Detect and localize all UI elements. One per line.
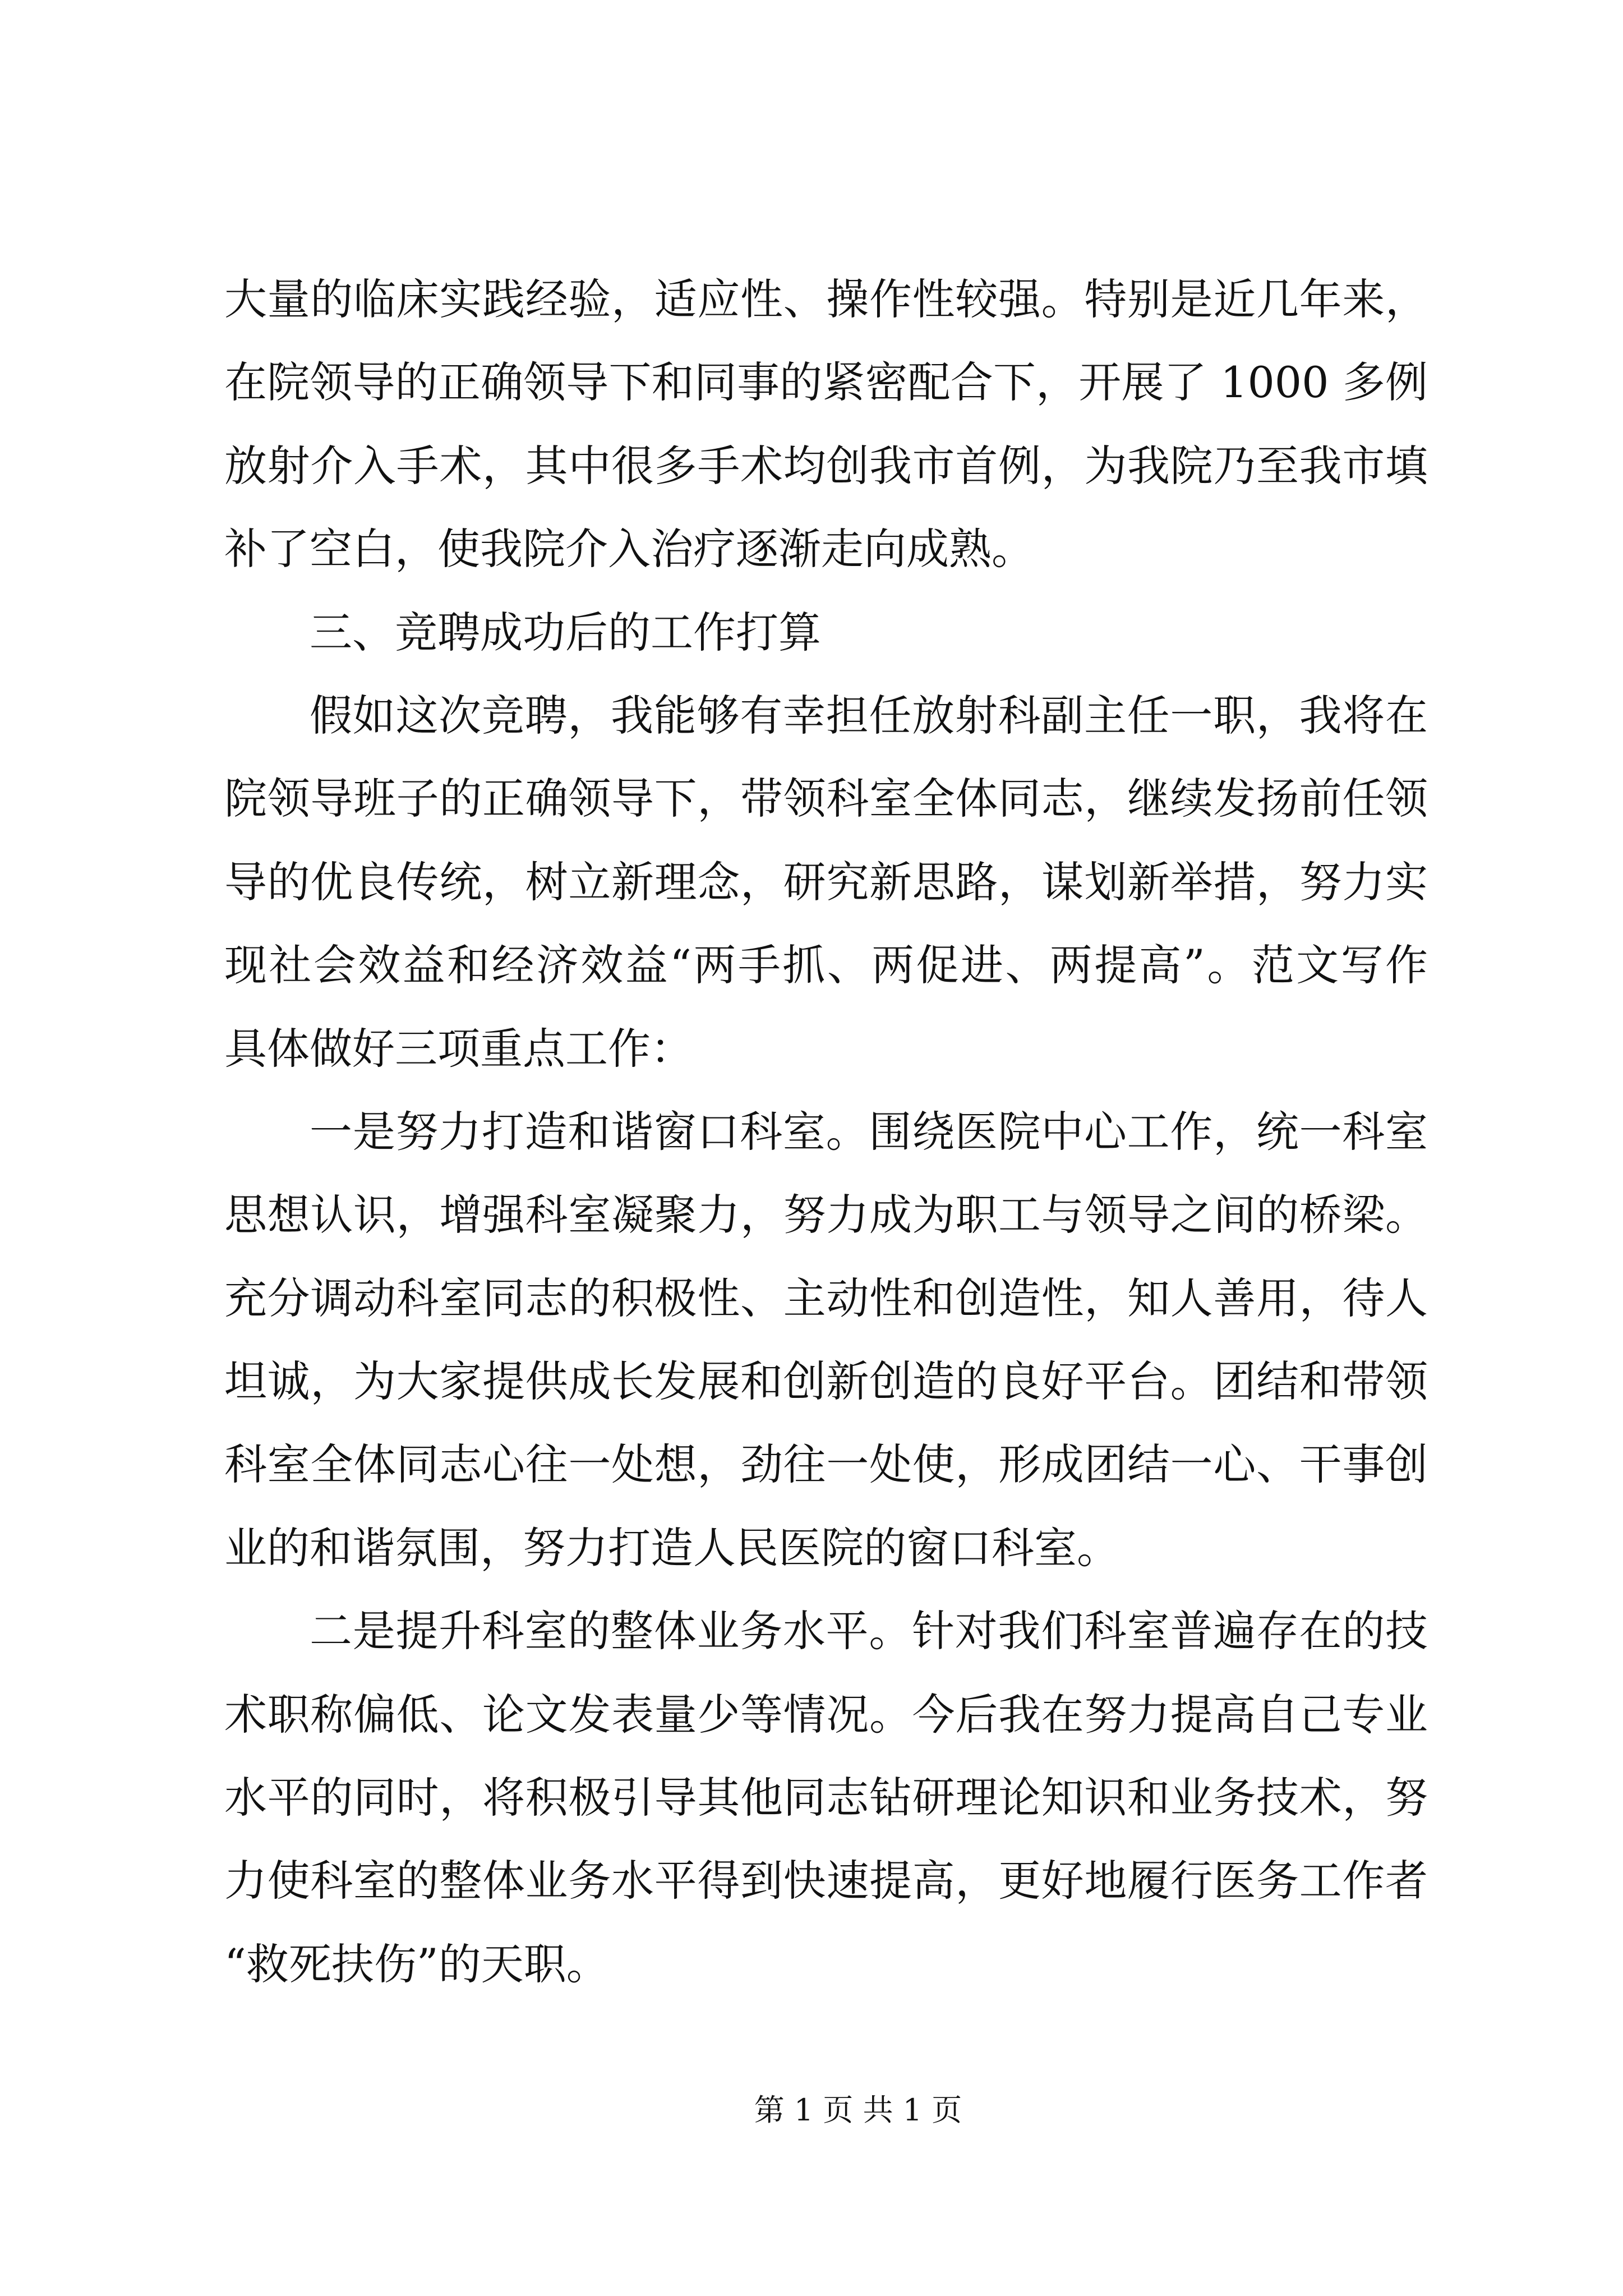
text-line: 水平的同时，将积极引导其他同志钻研理论知识和业务技术，努	[224, 1773, 1428, 1823]
text-line: 在院领导的正确领导下和同事的紧密配合下，开展了 1000 多例	[224, 357, 1428, 408]
text-line: 科室全体同志心往一处想，劲往一处使，形成团结一心、干事创	[224, 1439, 1428, 1490]
text-line: 放射介入手术，其中很多手术均创我市首例，为我院乃至我市填	[224, 440, 1428, 491]
text-line: 假如这次竞聘，我能够有幸担任放射科副主任一职，我将在	[310, 690, 1428, 740]
document-body	[224, 258, 1428, 2006]
text-line: 坦诚，为大家提供成长发展和创新创造的良好平台。团结和带领	[224, 1356, 1428, 1407]
text-line: 具体做好三项重点工作：	[224, 1023, 693, 1074]
paragraph-continued-experience	[224, 258, 1428, 591]
page-number-label: 第 1 页 共 1 页	[754, 2092, 962, 2128]
text-line: 业的和谐氛围，努力打造人民医院的窗口科室。	[224, 1522, 1119, 1573]
text-line: 术职称偏低、论文发表量少等情况。今后我在努力提高自己专业	[224, 1689, 1428, 1740]
section-heading	[224, 591, 1428, 674]
paragraph-point-one	[224, 1091, 1428, 1590]
text-line: 充分调动科室同志的积极性、主动性和创造性，知人善用，待人	[224, 1273, 1428, 1323]
text-line: 力使科室的整体业务水平得到快速提高，更好地履行医务工作者	[224, 1856, 1428, 1906]
text-line: 一是努力打造和谐窗口科室。围绕医院中心工作，统一科室	[310, 1106, 1428, 1157]
text-line: 思想认识，增强科室凝聚力，努力成为职工与领导之间的桥梁。	[224, 1190, 1428, 1240]
text-line: “救死扶伤”的天职。	[224, 1939, 609, 1989]
text-line: 现社会效益和经济效益“两手抓、两促进、两提高”。范文写作	[224, 940, 1428, 991]
paragraph-point-two	[224, 1590, 1428, 2006]
text-line: 院领导班子的正确领导下，带领科室全体同志，继续发扬前任领	[224, 774, 1428, 824]
text-line: 导的优良传统，树立新理念，研究新思路，谋划新举措，努力实	[224, 857, 1428, 907]
page-footer	[729, 2088, 987, 2133]
text-line: 补了空白，使我院介入治疗逐渐走向成熟。	[224, 524, 1034, 574]
text-line: 大量的临床实践经验，适应性、操作性较强。特别是近几年来，	[224, 274, 1428, 324]
text-line: 二是提升科室的整体业务水平。针对我们科室普遍存在的技	[310, 1606, 1428, 1657]
paragraph-work-plan-intro	[224, 674, 1428, 1091]
section-heading-text: 三、竞聘成功后的工作打算	[310, 607, 821, 657]
